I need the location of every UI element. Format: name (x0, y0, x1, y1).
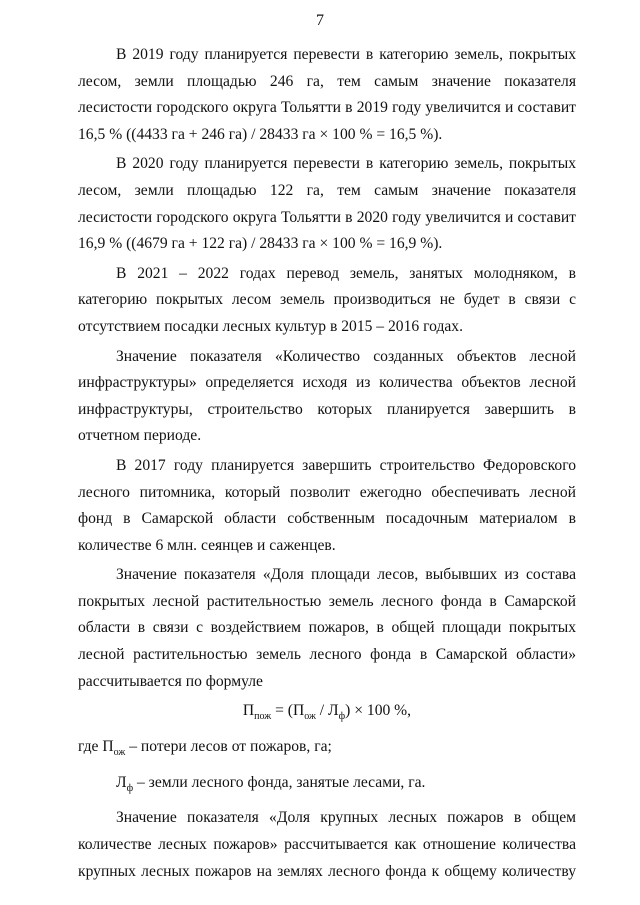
paragraph-large-fires-share: Значение показателя «Доля крупных лесных пожаров в общем количестве лесных пожаров» рассчитывается как отношение количества крупных лесных пожаров на землях лесного фонда к общему количеству (78, 809, 576, 880)
definition-forest-land: $Л_ф$ – земли лесного фонда, занятые лесами, га. (116, 773, 426, 794)
paragraph-2020-forest-transfer: В 2020 году планируется перевести в категорию земель, покрытых лесом, земли площадью 122 га, тем самым значение показателя лесистости городского округа Тольятти в 2020 году увеличится и составит 16,9 % ((4679 га + 122 га) / 28433 га × 100 % = 16,9 %). (78, 155, 576, 253)
paragraph-infrastructure-indicator: Значение показателя «Количество созданных объектов лесной инфраструктуры» определяется исходя из количества объектов лесной инфраструктуры, строительство которых планируется завершить в отчетном периоде. (78, 347, 576, 445)
paragraph-2019-forest-transfer: В 2019 году планируется перевести в категорию земель, покрытых лесом, земли площадью 246 га, тем самым значение показателя лесистости городского округа Тольятти в 2019 году увеличится и составит 16,5 % ((4433 га + 246 га) / 28433 га × 100 % = 16,5 %). (78, 46, 576, 143)
paragraph-fire-loss-indicator: Значение показателя «Доля площади лесов, выбывших из состава покрытых лесной растительностью земель лесного фонда в Самарской области в связи с воздействием пожаров, в общей площади покрытых лесной растительностью земель лесного фонда в Самарской области» рассчитывается по формуле (78, 566, 576, 690)
paragraph-fedorovsky-nursery: В 2017 году планируется завершить строительство Федоровского лесного питомника, который позволит ежегодно обеспечивать лесной фонд в Самарской области собственным посадочным материалом в количестве 6 млн. сеянцев и саженцев. (78, 456, 576, 554)
paragraph-2021-2022-no-transfer: В 2021 – 2022 годах перевод земель, занятых молодняком, в категорию покрытых лесом земель производиться не будет в связи с отсутствием посадки лесных культур в 2015 – 2016 годах. (78, 264, 576, 335)
fire-loss-formula: $П_{пож} = (П_{ож} / Л_ф) \times 100$ %, (242, 702, 412, 723)
definition-fire-losses: где $П_{ож}$ – потери лесов от пожаров, га; (78, 737, 332, 759)
page-number: 7 (316, 12, 324, 29)
document-body (78, 42, 576, 888)
